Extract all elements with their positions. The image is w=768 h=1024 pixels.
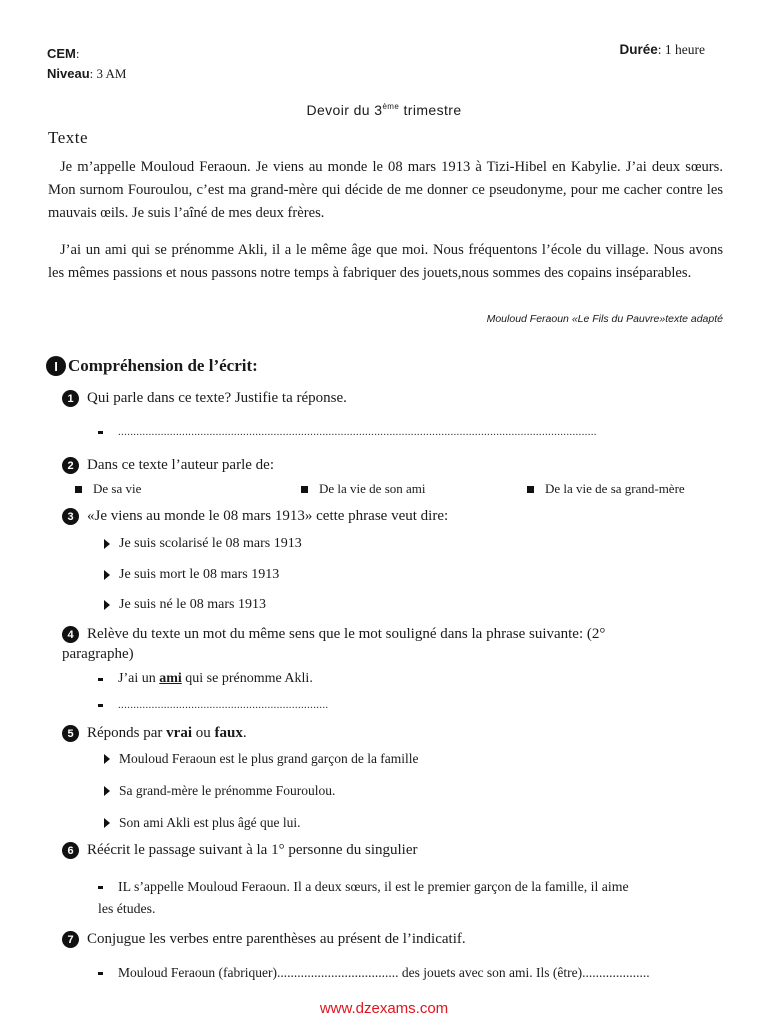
choice-option[interactable]: De sa vie (75, 481, 141, 497)
question-text: Conjugue les verbes entre parenthèses au présent de l’indicatif. (87, 931, 466, 947)
niveau-value: : 3 AM (89, 66, 127, 81)
answer-dots: ..................................................................... (118, 699, 329, 711)
square-bullet-icon (527, 486, 534, 493)
paragraph-1: Je m’appelle Mouloud Feraoun. Je viens au monde le 08 mars 1913 à Tizi-Hibel en Kabylie. J’ai deux sœurs. Mon surnom Fouroulou, c’est ma grand-mère qui décide de me donner ce pseudonyme, pour me cacher contre les mauvais œils. Je suis l’aîné de mes deux frères. (48, 159, 723, 221)
arrow-bullet-icon (104, 754, 110, 764)
answer-line-1[interactable] (98, 426, 628, 438)
arrow-bullet-icon (104, 600, 110, 610)
question-number-badge: 4 (62, 626, 79, 643)
choice-option[interactable]: De la vie de son ami (301, 481, 426, 497)
arrow-bullet-icon (104, 570, 110, 580)
question-2 (62, 455, 274, 475)
question-6 (62, 840, 417, 860)
question-7 (62, 929, 466, 949)
choice-option[interactable]: De la vie de sa grand-mère (527, 481, 685, 497)
question-number-badge: 6 (62, 842, 79, 859)
question-text: Qui parle dans ce texte? Justifie ta réponse. (87, 390, 347, 406)
question-number-badge: 2 (62, 457, 79, 474)
section-heading (46, 356, 258, 376)
question-number-badge: 5 (62, 725, 79, 742)
question-text: «Je viens au monde le 08 mars 1913» cette phrase veut dire: (87, 508, 449, 524)
duree-value: : 1 heure (657, 42, 705, 57)
choice-option[interactable]: Je suis scolarisé le 08 mars 1913 (104, 536, 302, 552)
arrow-bullet-icon (104, 818, 110, 828)
header-right (620, 42, 706, 58)
statement-item[interactable]: Mouloud Feraoun est le plus grand garçon de la famille (104, 751, 419, 767)
statement-item[interactable]: Sa grand-mère le prénomme Fouroulou. (104, 783, 335, 799)
choice-option[interactable]: Je suis né le 08 mars 1913 (104, 597, 266, 613)
cem-label: CEM (47, 46, 76, 61)
answer-line-4[interactable] (98, 699, 348, 711)
footer-website-link[interactable]: www.dzexams.com (319, 1000, 449, 1017)
passage-line-2: les études. (98, 901, 156, 916)
statement-item[interactable]: Son ami Akli est plus âgé que lui. (104, 815, 301, 831)
cem-sep: : (75, 46, 80, 61)
question-5: 5 Réponds par vrai ou faux. (62, 723, 247, 743)
paragraph-2: J’ai un ami qui se prénomme Akli, il a le même âge que moi. Nous fréquentons l’école du village. Nous avons les mêmes passions et nous passons notre temps à fabriquer des jouets,nous sommes des copains inséparables. (48, 242, 723, 281)
conjugation-line[interactable]: Mouloud Feraoun (fabriquer).................................... des jouets avec son ami. Ils (être).................... (98, 965, 650, 981)
section-number-badge: I (46, 356, 66, 376)
texte-heading: Texte (48, 128, 89, 147)
header-left (47, 44, 126, 84)
vrai-word: vrai (166, 725, 192, 741)
arrow-bullet-icon (104, 539, 110, 549)
answer-dots: ............................................................................................................................................................. (118, 426, 597, 438)
passage-line-1: IL s’appelle Mouloud Feraoun. Il a deux sœurs, il est le premier garçon de la famille, il aime (98, 877, 629, 897)
question-text: Dans ce texte l’auteur parle de: (87, 457, 274, 473)
question-1 (62, 388, 347, 408)
dash-bullet-icon (98, 431, 103, 434)
niveau-label: Niveau (47, 66, 90, 81)
question-3 (62, 506, 448, 526)
question-text: Réécrit le passage suivant à la 1° personne du singulier (87, 842, 418, 858)
dash-bullet-icon (98, 704, 103, 707)
square-bullet-icon (75, 486, 82, 493)
square-bullet-icon (301, 486, 308, 493)
question-number-badge: 1 (62, 390, 79, 407)
question-text: Relève du texte un mot du même sens que le mot souligné dans la phrase suivante: (2° (87, 626, 606, 642)
page-title: Devoir du 3ème trimestre (306, 102, 462, 118)
underlined-word: ami (159, 671, 182, 686)
question-text-continued: paragraphe) (62, 646, 134, 662)
example-sentence: J’ai un ami qui se prénomme Akli. (98, 671, 313, 687)
dash-bullet-icon (98, 678, 103, 681)
question-number-badge: 7 (62, 931, 79, 948)
question-4 (62, 624, 722, 644)
question-number-badge: 3 (62, 508, 79, 525)
section-title: Compréhension de l’écrit: (68, 356, 258, 375)
dash-bullet-icon (98, 972, 103, 975)
faux-word: faux (214, 725, 243, 741)
choice-option[interactable]: Je suis mort le 08 mars 1913 (104, 567, 279, 583)
arrow-bullet-icon (104, 786, 110, 796)
source-citation: Mouloud Feraoun «Le Fils du Pauvre»texte adapté (486, 313, 723, 325)
duree-label: Durée (619, 42, 658, 57)
dash-bullet-icon (98, 886, 103, 889)
